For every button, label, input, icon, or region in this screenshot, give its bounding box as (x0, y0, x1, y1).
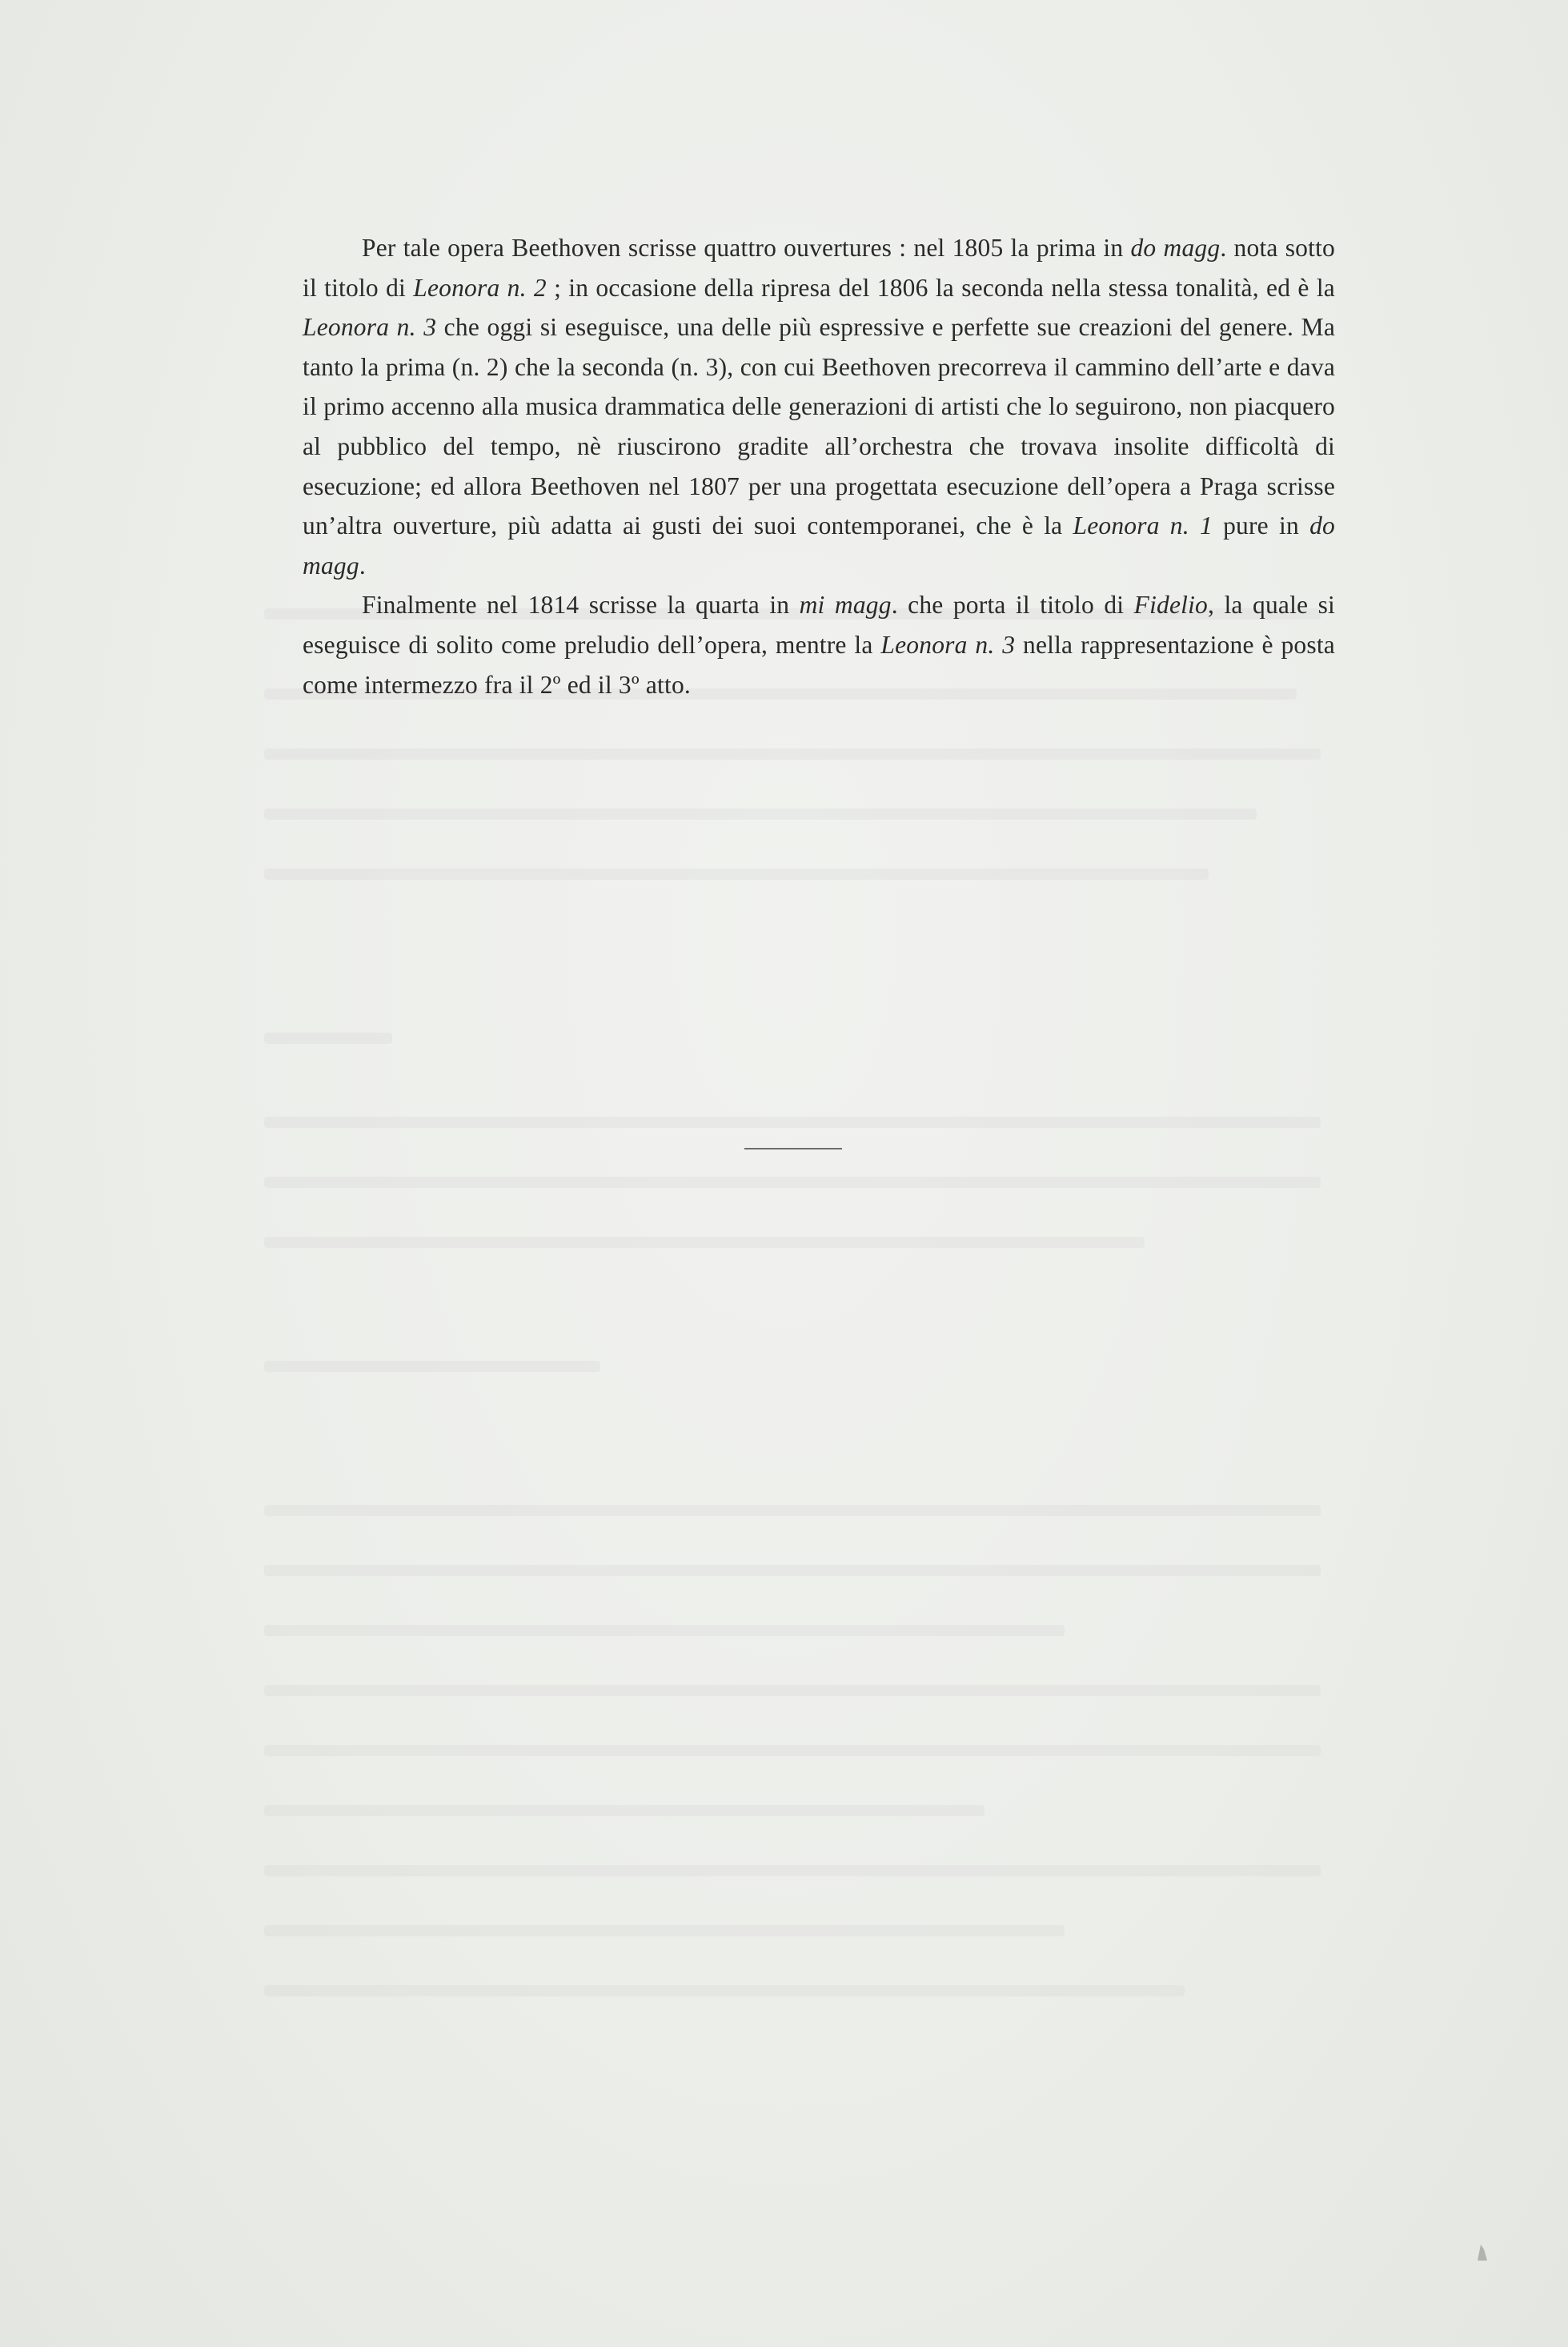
text-run: Per tale opera Beethoven scrisse quattro ouvertures : nel 1805 la prima in (362, 234, 1131, 262)
section-divider-rule (744, 1148, 842, 1149)
text-run: pure in (1212, 512, 1310, 540)
italic-term: Leonora n. 1 (1073, 512, 1213, 540)
text-run: . che porta il titolo di (891, 591, 1134, 620)
text-run: , la quale si eseguisce di solito come preludio dell’opera, mentre la (303, 591, 1335, 659)
italic-term: mi magg (799, 591, 892, 620)
italic-term: Fidelio (1133, 591, 1209, 620)
text-run: Finalmente nel 1814 scrisse la quarta in (362, 591, 800, 620)
paragraph-fidelio (303, 585, 1335, 704)
text-run: nella rappresentazione è posta come intermezzo fra il 2º ed il 3º atto. (303, 630, 1335, 699)
paragraph-overtures (303, 228, 1335, 585)
italic-term: Leonora n. 3 (880, 630, 1016, 659)
text-run: . nota sotto il titolo di (303, 234, 1335, 302)
italic-term: do magg (1130, 234, 1221, 262)
text-run: ; in occasione della ripresa del 1806 la seconda nella stessa tonalità, ed è la (546, 273, 1335, 302)
italic-term: Leonora n. 2 (413, 273, 547, 302)
body-text (303, 228, 1335, 704)
italic-term: Leonora n. 3 (303, 313, 437, 342)
text-run: . (359, 551, 366, 580)
italic-term: do magg (303, 512, 1335, 580)
text-run: che oggi si eseguisce, una delle più espressive e perfette sue creazioni del genere. Ma tanto la prima (n. 2) che la seconda (n. 3), con cui Beethoven precorreva il cammino dell’arte e dava il primo accenno alla musica drammatica delle generazioni di artisti che lo seguirono, non piacquero al pubblico del tempo, nè riuscirono gradite all’orchestra che trovava insolite difficoltà di esecuzione; ed allora Beethoven nel 1807 per una progettata esecuzione dell’opera a Praga scrisse un’altra ouverture, più adatta ai gusti dei suoi contemporanei, che è la (303, 313, 1335, 540)
paper-blemish-icon (1473, 2241, 1490, 2262)
